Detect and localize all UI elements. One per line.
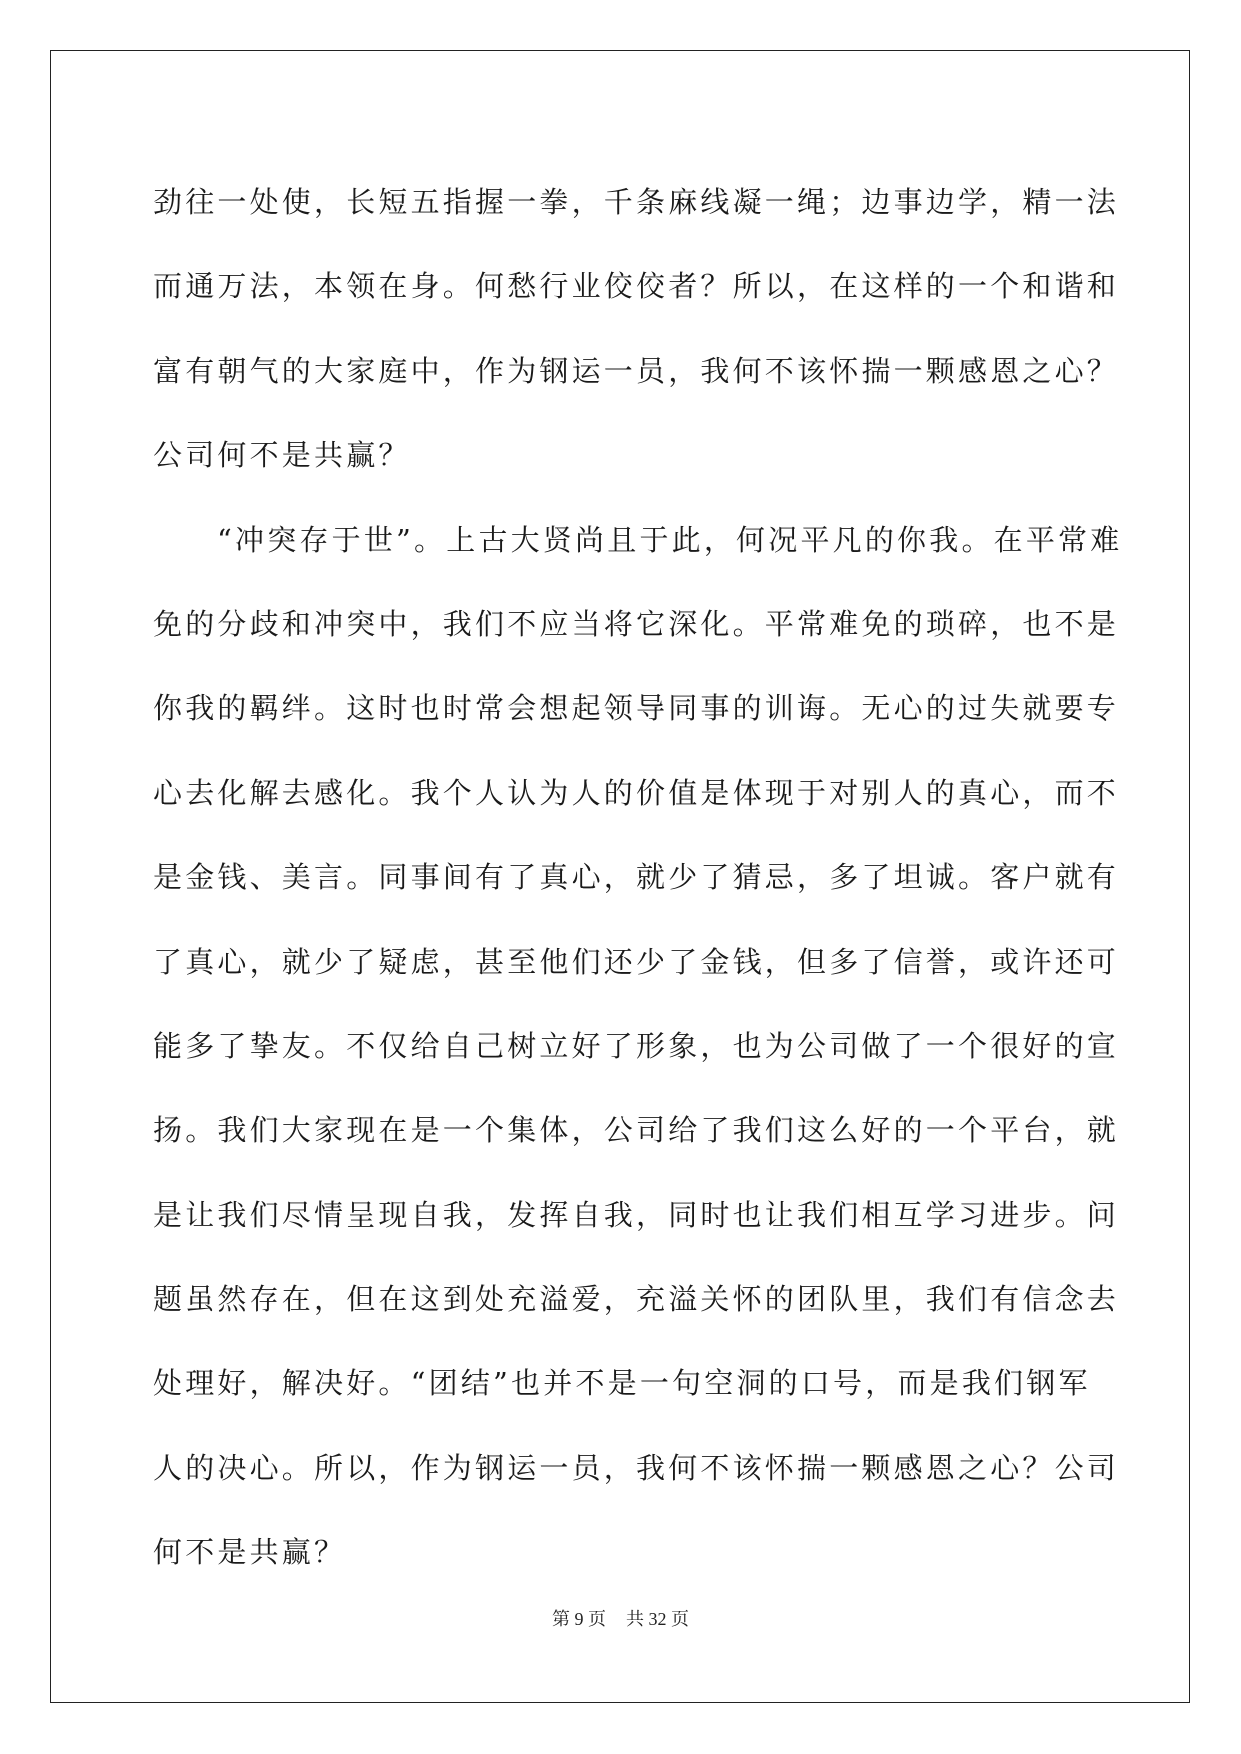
- page-total: 共 32 页: [626, 1609, 689, 1629]
- text-line: 劲往一处使，长短五指握一拳，千条麻线凝一绳；边事边学，精一法: [153, 185, 1120, 219]
- page-number: 第 9 页: [552, 1609, 606, 1629]
- page-footer: [0, 1605, 1241, 1631]
- text-line: 免的分歧和冲突中，我们不应当将它深化。平常难免的琐碎，也不是: [153, 606, 1120, 641]
- text-line: 处理好，解决好。“团结”也并不是一句空洞的口号，而是我们钢军: [153, 1366, 1091, 1401]
- text-line: 能多了挚友。不仅给自己树立好了形象，也为公司做了一个很好的宣: [153, 1028, 1120, 1063]
- text-line: 是金钱、美言。同事间有了真心，就少了猜忌，多了坦诚。客户就有: [153, 860, 1120, 895]
- text-line: 富有朝气的大家庭中，作为钢运一员，我何不该怀揣一颗感恩之心？: [153, 353, 1120, 388]
- document-body: [153, 160, 1123, 1595]
- text-line: 是让我们尽情呈现自我，发挥自我，同时也让我们相互学习进步。问: [153, 1197, 1120, 1232]
- text-line: 心去化解去感化。我个人认为人的价值是体现于对别人的真心，而不: [153, 775, 1120, 810]
- text-line: 公司何不是共赢？: [153, 438, 411, 473]
- text-line: 你我的羁绊。这时也时常会想起领导同事的训诲。无心的过失就要专: [153, 691, 1120, 726]
- text-line: 扬。我们大家现在是一个集体，公司给了我们这么好的一个平台，就: [153, 1113, 1120, 1148]
- text-line: 而通万法，本领在身。何愁行业佼佼者？所以，在这样的一个和谐和: [153, 269, 1120, 304]
- text-line: 何不是共赢？: [153, 1535, 347, 1570]
- text-line: 题虽然存在，但在这到处充溢爱，充溢关怀的团队里，我们有信念去: [153, 1282, 1120, 1317]
- text-line-paragraph-start: “冲突存于世”。上古大贤尚且于此，何况平凡的你我。在平常难: [217, 522, 1123, 557]
- text-line: 人的决心。所以，作为钢运一员，我何不该怀揣一颗感恩之心？公司: [153, 1450, 1120, 1485]
- text-line: 了真心，就少了疑虑，甚至他们还少了金钱，但多了信誉，或许还可: [153, 944, 1120, 979]
